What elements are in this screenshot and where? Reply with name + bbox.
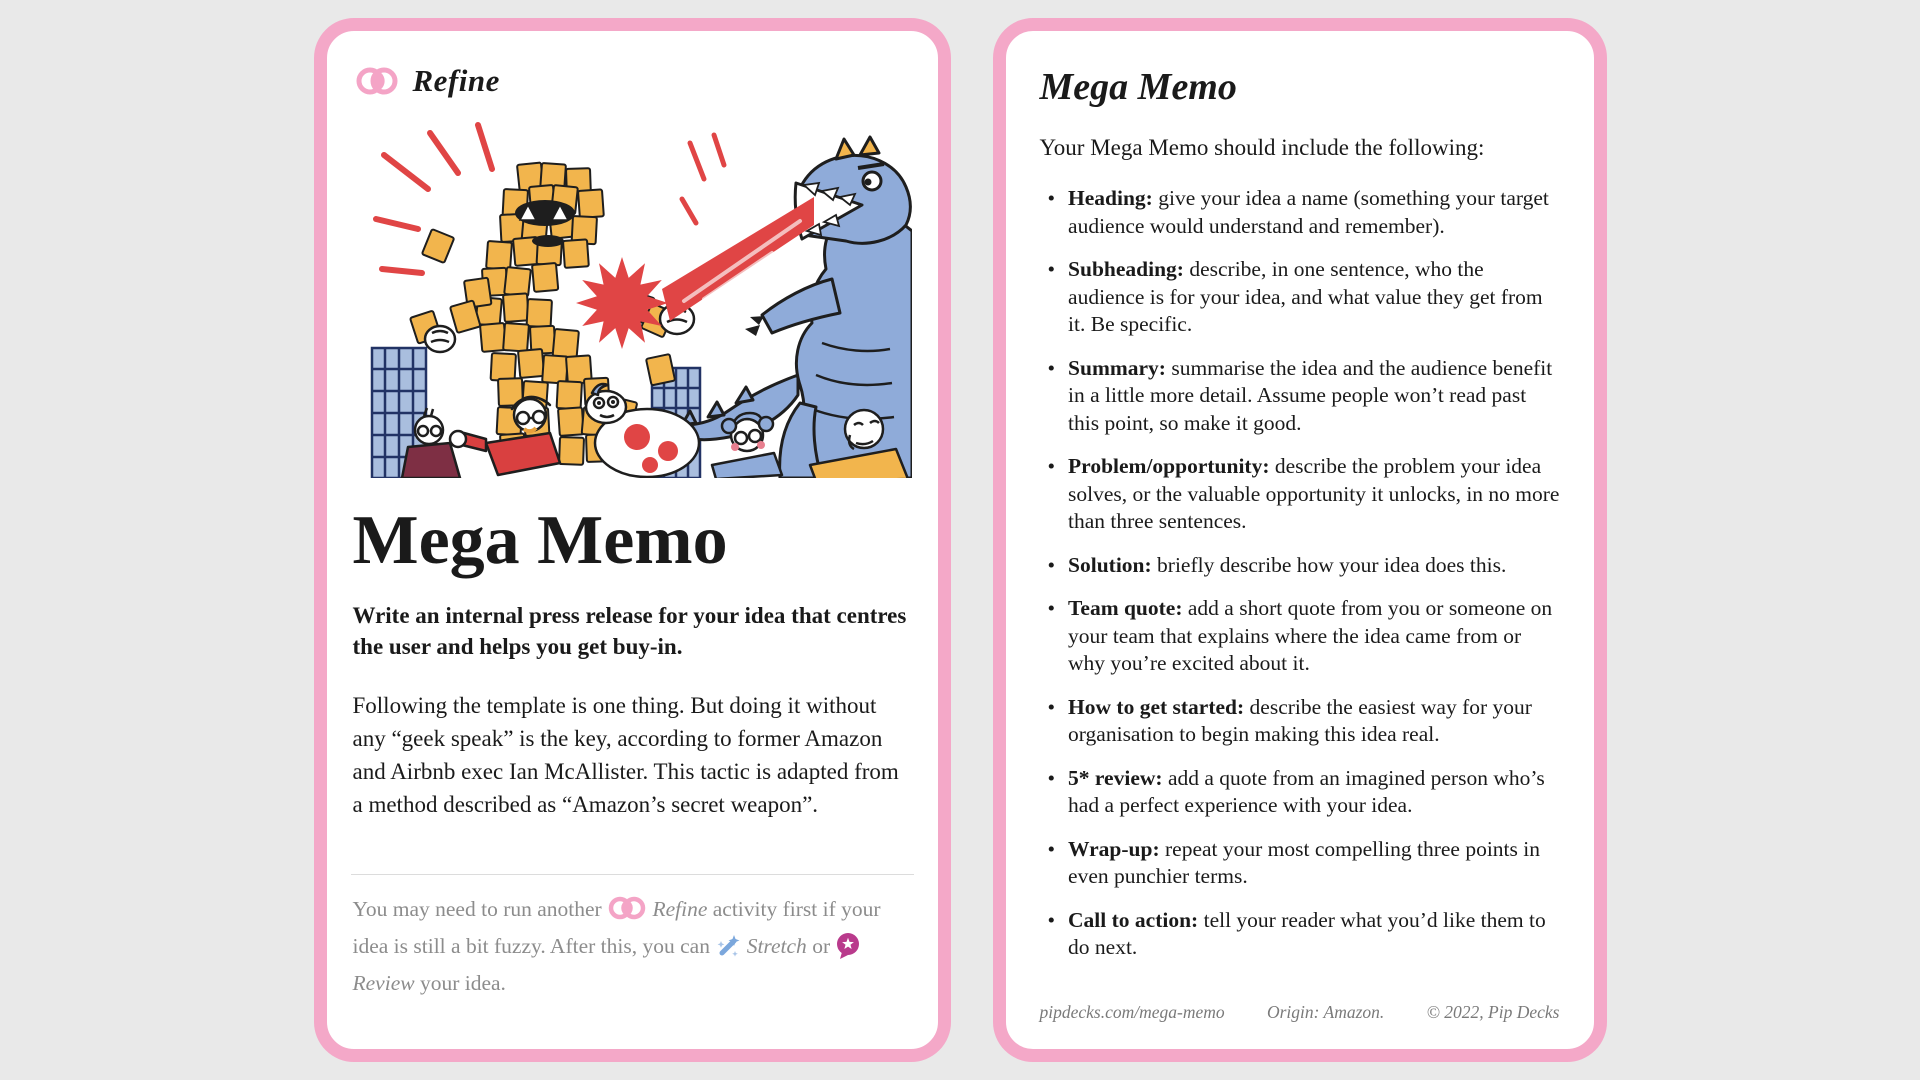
item-text: describe the easiest way for your organisation to begin making this idea real.: [1068, 694, 1532, 747]
bullet-marker: •: [1047, 257, 1056, 282]
list-item: [1048, 355, 1560, 438]
bullet-marker: •: [1047, 836, 1056, 861]
list-item: [1048, 595, 1560, 678]
item-term: Problem/opportunity:: [1068, 454, 1270, 479]
item-term: Solution:: [1068, 552, 1152, 577]
footer-text: You may need to run another: [352, 896, 602, 921]
bullet-marker: •: [1047, 694, 1056, 719]
bullet-marker: •: [1047, 355, 1056, 380]
item-text: add a quote from an imagined person who’s had a perfect experience with your idea.: [1068, 765, 1545, 818]
refine-icon: [607, 894, 647, 922]
bullet-marker: •: [1047, 552, 1056, 577]
list-item: [1048, 694, 1560, 749]
category-label: Refine: [412, 63, 500, 98]
spacer: [1040, 962, 1560, 988]
list-item: [1048, 907, 1560, 962]
card-meta-footer: [1040, 988, 1560, 1027]
item-text: add a short quote from you or someone on your team that explains where the idea came from or why you’re excited about it.: [1068, 596, 1553, 676]
item-term: How to get started:: [1068, 694, 1245, 719]
list-item: [1048, 453, 1560, 536]
bullet-marker: •: [1047, 907, 1056, 932]
card-copyright: © 2022, Pip Decks: [1426, 1002, 1560, 1022]
item-text: summarise the idea and the audience benefit in a little more detail. Assume people won’t read past this point, so make it good.: [1068, 355, 1553, 435]
item-term: Heading:: [1068, 186, 1153, 210]
list-item: [1048, 185, 1560, 240]
footer-text: your idea.: [419, 970, 506, 995]
card-origin: Origin: Amazon.: [1266, 1002, 1385, 1022]
item-text: repeat your most compelling three points in even punchier terms.: [1068, 836, 1540, 889]
bullet-marker: •: [1047, 596, 1056, 621]
card-tagline: Write an internal press release for your idea that centres the user and helps you get buy-in.: [352, 602, 907, 660]
list-item: [1048, 765, 1560, 820]
item-term: Summary:: [1068, 355, 1166, 380]
stretch-icon: [715, 933, 741, 959]
card-url: pipdecks.com/mega-memo: [1039, 1002, 1225, 1022]
item-term: Subheading:: [1068, 257, 1184, 282]
refine-link-label: Refine: [652, 896, 708, 921]
item-text: describe, in one sentence, who the audience is for your idea, and what value they get from it. Be specific.: [1068, 257, 1543, 337]
checklist-title: Mega Memo: [1039, 66, 1237, 108]
category-badge: [355, 63, 914, 99]
card-title: Mega Memo: [352, 502, 728, 579]
stretch-link-label: Stretch: [746, 933, 807, 958]
card-illustration: [352, 113, 912, 478]
list-item: [1048, 552, 1560, 580]
footer-text: or: [812, 933, 831, 958]
bullet-marker: •: [1047, 454, 1056, 479]
item-text: describe the problem your idea solves, or the valuable opportunity it unlocks, in no more than three sentences.: [1068, 454, 1560, 534]
list-item: [1048, 836, 1560, 891]
item-term: Wrap-up:: [1068, 836, 1160, 861]
item-term: Call to action:: [1068, 907, 1199, 932]
item-text: briefly describe how your idea does this.: [1157, 552, 1507, 577]
review-icon: [835, 932, 861, 959]
item-term: Team quote:: [1068, 596, 1183, 621]
list-item: [1048, 256, 1560, 339]
spacer: [351, 821, 914, 852]
bullet-marker: •: [1047, 765, 1056, 790]
review-link-label: Review: [352, 970, 415, 995]
item-text: give your idea a name (something your target audience would understand and remember).: [1068, 186, 1549, 238]
cross-reference-note: [351, 874, 914, 1004]
bullet-marker: •: [1047, 186, 1056, 210]
checklist: [1040, 185, 1560, 962]
tactic-card-back: [993, 18, 1607, 1062]
card-description: Following the template is one thing. But doing it without any “geek speak” is the key, according to former Amazon and Airbnb exec Ian McAllister. This tactic is adapted from a method described as “Amazon’s secret weapon”.: [352, 692, 899, 818]
item-text: tell your reader what you’d like them to do next.: [1068, 907, 1546, 960]
refine-icon: [355, 65, 401, 97]
footer-text: activity first if your idea is still a bit fuzzy. After this, you can: [352, 896, 881, 958]
checklist-intro: Your Mega Memo should include the following:: [1039, 135, 1485, 160]
tactic-card-front: [314, 18, 951, 1062]
item-term: 5* review:: [1068, 765, 1163, 790]
